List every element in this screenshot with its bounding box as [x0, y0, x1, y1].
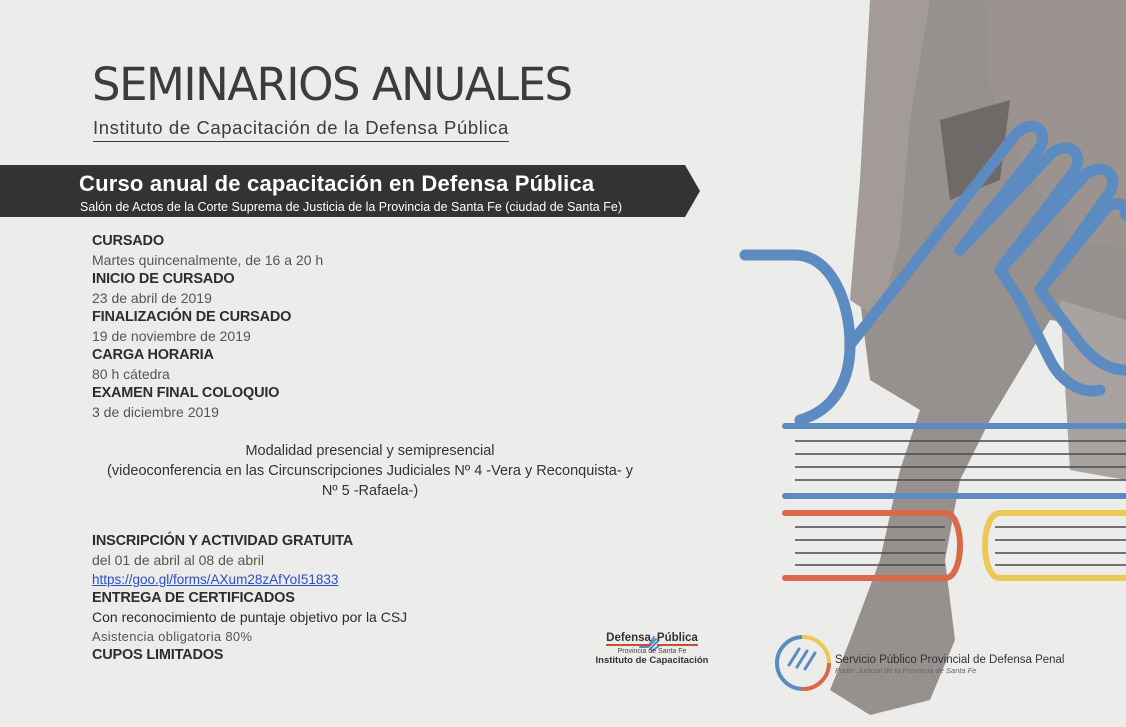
modality-note: [70, 441, 670, 501]
logo-word: Defensa: [606, 632, 651, 644]
course-details: [92, 232, 323, 422]
logo-institute: Instituto de Capacitación: [595, 655, 709, 666]
page-title: SEMINARIOS ANUALES: [92, 58, 572, 111]
detail-value: 23 de abril de 2019: [92, 290, 212, 306]
page-subtitle: Instituto de Capacitación de la Defensa Pública: [93, 117, 509, 142]
detail-label: CARGA HORARIA: [92, 347, 214, 363]
modality-line: (videoconferencia en las Circunscripciones Judiciales Nº 4 -Vera y Reconquista- y: [107, 463, 633, 479]
detail-value: Martes quincenalmente, de 16 a 20 h: [92, 252, 324, 268]
detail-label: CURSADO: [92, 233, 164, 249]
limited-spots: CUPOS LIMITADOS: [92, 647, 224, 663]
logo-service-name: Servicio Público Provincial de Defensa Penal: [835, 654, 1065, 666]
figure-silhouette: [830, 0, 1126, 715]
detail-value: 80 h cátedra: [92, 366, 170, 382]
course-title: Curso anual de capacitación en Defensa Pública: [79, 171, 595, 196]
registration-dates: del 01 de abril al 08 de abril: [92, 552, 265, 568]
detail-label: EXAMEN FINAL COLOQUIO: [92, 385, 280, 401]
attendance-text: Asistencia obligatoria 80%: [92, 629, 253, 644]
certificate-text: Con reconocimiento de puntaje objetivo por la CSJ: [92, 609, 408, 625]
certificate-label: ENTREGA DE CERTIFICADOS: [92, 590, 295, 606]
modality-line: Modalidad presencial y semipresencial: [245, 443, 495, 459]
logo-judicial: Poder Judicial de la Provincia de Santa Fe: [835, 666, 977, 675]
modality-line: Nº 5 -Rafaela-): [321, 483, 419, 499]
detail-label: FINALIZACIÓN DE CURSADO: [92, 309, 292, 325]
registration-label: INSCRIPCIÓN Y ACTIVIDAD GRATUITA: [92, 533, 354, 549]
logo-word: Pública: [656, 632, 698, 644]
spppdp-emblem-icon: [777, 637, 829, 689]
detail-label: INICIO DE CURSADO: [92, 271, 235, 287]
registration-section: [92, 532, 407, 665]
defensa-publica-logo: [592, 632, 712, 666]
detail-value: 3 de diciembre 2019: [92, 404, 219, 420]
spppdp-logo: [835, 654, 1064, 675]
logo-province: Provincia de Santa Fe: [617, 648, 687, 655]
course-venue: Salón de Actos de la Corte Suprema de Justicia de la Provincia de Santa Fe (ciudad de Santa Fe): [80, 200, 622, 214]
registration-link[interactable]: https://goo.gl/forms/AXum28zAfYoI51833: [92, 572, 339, 587]
detail-value: 19 de noviembre de 2019: [92, 328, 251, 344]
